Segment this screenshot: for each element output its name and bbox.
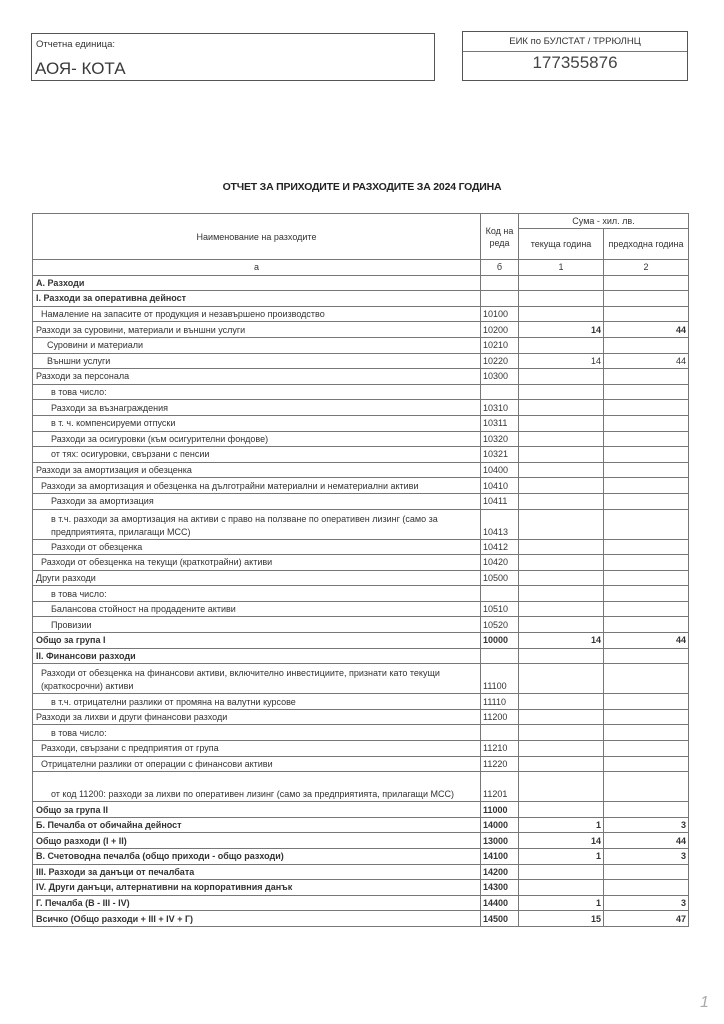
row-current-year: [519, 772, 604, 802]
row-name: I. Разходи за оперативна дейност: [33, 291, 481, 307]
row-code: 11210: [481, 741, 519, 757]
row-previous-year: [604, 648, 689, 664]
row-name: Разходи от обезценка: [33, 539, 481, 555]
row-current-year: 14: [519, 833, 604, 849]
row-name: В. Счетоводна печалба (общо приходи - общо разходи): [33, 849, 481, 865]
row-code: 10410: [481, 478, 519, 494]
row-previous-year: [604, 664, 689, 694]
row-current-year: 14: [519, 353, 604, 369]
header-current-year: текуща година: [519, 229, 604, 260]
row-name: Разходи за суровини, материали и външни услуги: [33, 322, 481, 338]
table-row: [33, 694, 689, 710]
index-previous: 2: [604, 260, 689, 276]
row-previous-year: [604, 741, 689, 757]
row-name: Разходи, свързани с предприятия от група: [33, 741, 481, 757]
row-code: 14300: [481, 880, 519, 896]
row-name: Разходи за амортизация и обезценка: [33, 462, 481, 478]
row-previous-year: 3: [604, 895, 689, 911]
row-current-year: [519, 539, 604, 555]
row-code: 10321: [481, 447, 519, 463]
table-row: [33, 664, 689, 694]
row-code: 10400: [481, 462, 519, 478]
row-previous-year: [604, 539, 689, 555]
row-code: 14000: [481, 817, 519, 833]
row-code: 11000: [481, 802, 519, 818]
table-row: [33, 462, 689, 478]
row-current-year: 1: [519, 895, 604, 911]
row-code: 10411: [481, 493, 519, 509]
row-name: Други разходи: [33, 570, 481, 586]
row-code: 14100: [481, 849, 519, 865]
table-row: [33, 509, 689, 539]
row-current-year: [519, 617, 604, 633]
reporting-unit-name: АОЯ- КОТА: [35, 59, 126, 78]
row-code: 10311: [481, 415, 519, 431]
header-previous-year: предходна година: [604, 229, 689, 260]
row-name: Общо за група I: [33, 633, 481, 649]
table-row: [33, 291, 689, 307]
table-row: [33, 555, 689, 571]
row-current-year: 1: [519, 817, 604, 833]
row-previous-year: [604, 275, 689, 291]
row-current-year: [519, 648, 604, 664]
table-row: [33, 601, 689, 617]
row-code: 14200: [481, 864, 519, 880]
reporting-unit-label: Отчетна единица:: [36, 39, 116, 50]
table-row: [33, 275, 689, 291]
table-row: [33, 306, 689, 322]
row-code: 10100: [481, 306, 519, 322]
table-row: [33, 431, 689, 447]
eik-value: 177355876: [532, 53, 618, 72]
row-current-year: [519, 555, 604, 571]
row-previous-year: [604, 384, 689, 400]
row-name: Балансова стойност на продадените активи: [33, 601, 481, 617]
row-current-year: [519, 447, 604, 463]
row-name: Общо за група II: [33, 802, 481, 818]
row-current-year: [519, 400, 604, 416]
row-name: II. Финансови разходи: [33, 648, 481, 664]
row-name: Общо разходи (I + II): [33, 833, 481, 849]
row-name: в това число:: [33, 586, 481, 602]
page-number: 1: [700, 994, 709, 1011]
row-current-year: [519, 493, 604, 509]
row-previous-year: [604, 694, 689, 710]
row-current-year: [519, 509, 604, 539]
index-current: 1: [519, 260, 604, 276]
table-row: [33, 849, 689, 865]
row-code: 10000: [481, 633, 519, 649]
table-row: [33, 911, 689, 927]
row-previous-year: 3: [604, 817, 689, 833]
index-code: б: [481, 260, 519, 276]
header-sum: Сума - хил. лв.: [519, 214, 689, 229]
row-previous-year: 47: [604, 911, 689, 927]
row-code: 14500: [481, 911, 519, 927]
row-current-year: [519, 741, 604, 757]
row-previous-year: [604, 447, 689, 463]
table-row: [33, 400, 689, 416]
row-code: 10200: [481, 322, 519, 338]
row-code: [481, 725, 519, 741]
table-row: [33, 478, 689, 494]
row-current-year: [519, 709, 604, 725]
row-previous-year: [604, 369, 689, 385]
row-code: 10320: [481, 431, 519, 447]
row-code: [481, 275, 519, 291]
row-name: Разходи за персонала: [33, 369, 481, 385]
row-previous-year: 44: [604, 833, 689, 849]
table-row: [33, 648, 689, 664]
row-current-year: [519, 306, 604, 322]
row-current-year: [519, 275, 604, 291]
row-name: в т. ч. компенсируеми отпуски: [33, 415, 481, 431]
row-previous-year: [604, 756, 689, 772]
table-row: [33, 384, 689, 400]
row-current-year: [519, 415, 604, 431]
eik-box: [462, 31, 688, 81]
row-name: Разходи за амортизация: [33, 493, 481, 509]
row-name: в това число:: [33, 725, 481, 741]
row-previous-year: [604, 306, 689, 322]
row-name: Б. Печалба от обичайна дейност: [33, 817, 481, 833]
row-current-year: [519, 369, 604, 385]
row-name: Разходи за лихви и други финансови разходи: [33, 709, 481, 725]
table-row: [33, 709, 689, 725]
row-name: IV. Други данъци, алтернативни на корпоративния данък: [33, 880, 481, 896]
row-code: 10520: [481, 617, 519, 633]
row-previous-year: [604, 772, 689, 802]
row-current-year: [519, 864, 604, 880]
row-name: III. Разходи за данъци от печалбата: [33, 864, 481, 880]
eik-label: ЕИК по БУЛСТАТ / ТРРЮЛНЦ: [463, 32, 687, 52]
row-name: Г. Печалба (В - III - IV): [33, 895, 481, 911]
table-row: [33, 880, 689, 896]
row-previous-year: [604, 802, 689, 818]
row-name: Разходи от обезценка на текущи (краткотрайни) активи: [33, 555, 481, 571]
header-name: Наименование на разходите: [33, 214, 481, 260]
row-previous-year: 44: [604, 353, 689, 369]
table-row: [33, 415, 689, 431]
row-code: 10420: [481, 555, 519, 571]
table-row: [33, 586, 689, 602]
row-name: Суровини и материали: [33, 337, 481, 353]
row-current-year: [519, 880, 604, 896]
table-row: [33, 337, 689, 353]
row-code: 10412: [481, 539, 519, 555]
row-previous-year: [604, 880, 689, 896]
expenses-table: [32, 213, 689, 927]
row-previous-year: [604, 570, 689, 586]
row-previous-year: [604, 400, 689, 416]
row-code: 14400: [481, 895, 519, 911]
row-name: Провизии: [33, 617, 481, 633]
table-row: [33, 539, 689, 555]
table-row: [33, 741, 689, 757]
row-current-year: [519, 601, 604, 617]
row-name: от код 11200: разходи за лихви по оперативен лизинг (само за предприятията, прилагащи МСС): [33, 772, 481, 802]
table-row: [33, 633, 689, 649]
report-title: ОТЧЕТ ЗА ПРИХОДИТЕ И РАЗХОДИТЕ ЗА 2024 ГОДИНА: [222, 181, 502, 193]
row-previous-year: [604, 337, 689, 353]
row-name: Отрицателни разлики от операции с финансови активи: [33, 756, 481, 772]
row-code: 10220: [481, 353, 519, 369]
row-code: 10310: [481, 400, 519, 416]
row-previous-year: [604, 709, 689, 725]
table-row: [33, 570, 689, 586]
row-code: 13000: [481, 833, 519, 849]
reporting-unit-box: [31, 33, 435, 81]
table-row: [33, 817, 689, 833]
table-row: [33, 772, 689, 802]
row-name: Разходи от обезценка на финансови активи, включително инвестициите, признати като текущи (краткосрочни) активи: [33, 664, 481, 694]
row-code: [481, 586, 519, 602]
row-current-year: [519, 337, 604, 353]
table-row: [33, 895, 689, 911]
row-code: 10300: [481, 369, 519, 385]
row-name: Разходи за възнаграждения: [33, 400, 481, 416]
row-current-year: 15: [519, 911, 604, 927]
table-row: [33, 369, 689, 385]
row-code: 11201: [481, 772, 519, 802]
row-current-year: 1: [519, 849, 604, 865]
row-name: Външни услуги: [33, 353, 481, 369]
table-row: [33, 447, 689, 463]
row-code: 10413: [481, 509, 519, 539]
row-previous-year: [604, 601, 689, 617]
table-row: [33, 617, 689, 633]
row-code: 10500: [481, 570, 519, 586]
table-row: [33, 725, 689, 741]
row-current-year: [519, 291, 604, 307]
index-name: а: [33, 260, 481, 276]
row-current-year: [519, 756, 604, 772]
row-previous-year: [604, 431, 689, 447]
row-previous-year: [604, 462, 689, 478]
row-code: 10510: [481, 601, 519, 617]
row-previous-year: [604, 725, 689, 741]
row-current-year: [519, 570, 604, 586]
row-current-year: [519, 478, 604, 494]
row-current-year: [519, 694, 604, 710]
table-row: [33, 756, 689, 772]
row-current-year: [519, 431, 604, 447]
row-previous-year: [604, 586, 689, 602]
row-current-year: 14: [519, 633, 604, 649]
row-code: [481, 291, 519, 307]
row-name: от тях: осигуровки, свързани с пенсии: [33, 447, 481, 463]
row-previous-year: 44: [604, 633, 689, 649]
table-row: [33, 864, 689, 880]
table-row: [33, 353, 689, 369]
row-current-year: [519, 586, 604, 602]
row-previous-year: [604, 555, 689, 571]
row-code: 11100: [481, 664, 519, 694]
row-current-year: [519, 725, 604, 741]
table-row: [33, 493, 689, 509]
row-code: 10210: [481, 337, 519, 353]
row-name: Всичко (Общо разходи + III + IV + Г): [33, 911, 481, 927]
row-name: в това число:: [33, 384, 481, 400]
row-code: 11200: [481, 709, 519, 725]
row-name: в т.ч. отрицателни разлики от промяна на валутни курсове: [33, 694, 481, 710]
row-name: Разходи за амортизация и обезценка на дълготрайни материални и нематериални активи: [33, 478, 481, 494]
table-row: [33, 322, 689, 338]
table-body: [33, 275, 689, 926]
table-row: [33, 802, 689, 818]
row-previous-year: [604, 509, 689, 539]
row-current-year: [519, 462, 604, 478]
row-code: 11110: [481, 694, 519, 710]
header-code: Код на реда: [481, 214, 519, 260]
row-name: А. Разходи: [33, 275, 481, 291]
row-current-year: [519, 384, 604, 400]
row-name: в т.ч. разходи за амортизация на активи с право на ползване по оперативен лизинг (само за предприятията, прилагащи МСС): [33, 509, 481, 539]
row-previous-year: [604, 478, 689, 494]
row-previous-year: 3: [604, 849, 689, 865]
row-current-year: [519, 802, 604, 818]
row-current-year: [519, 664, 604, 694]
row-previous-year: [604, 493, 689, 509]
row-name: Намаление на запасите от продукция и незавършено производство: [33, 306, 481, 322]
row-previous-year: [604, 291, 689, 307]
row-previous-year: [604, 415, 689, 431]
row-current-year: 14: [519, 322, 604, 338]
row-name: Разходи за осигуровки (към осигурителни фондове): [33, 431, 481, 447]
row-code: [481, 648, 519, 664]
row-previous-year: [604, 864, 689, 880]
table-row: [33, 833, 689, 849]
row-previous-year: [604, 617, 689, 633]
row-code: 11220: [481, 756, 519, 772]
row-previous-year: 44: [604, 322, 689, 338]
row-code: [481, 384, 519, 400]
